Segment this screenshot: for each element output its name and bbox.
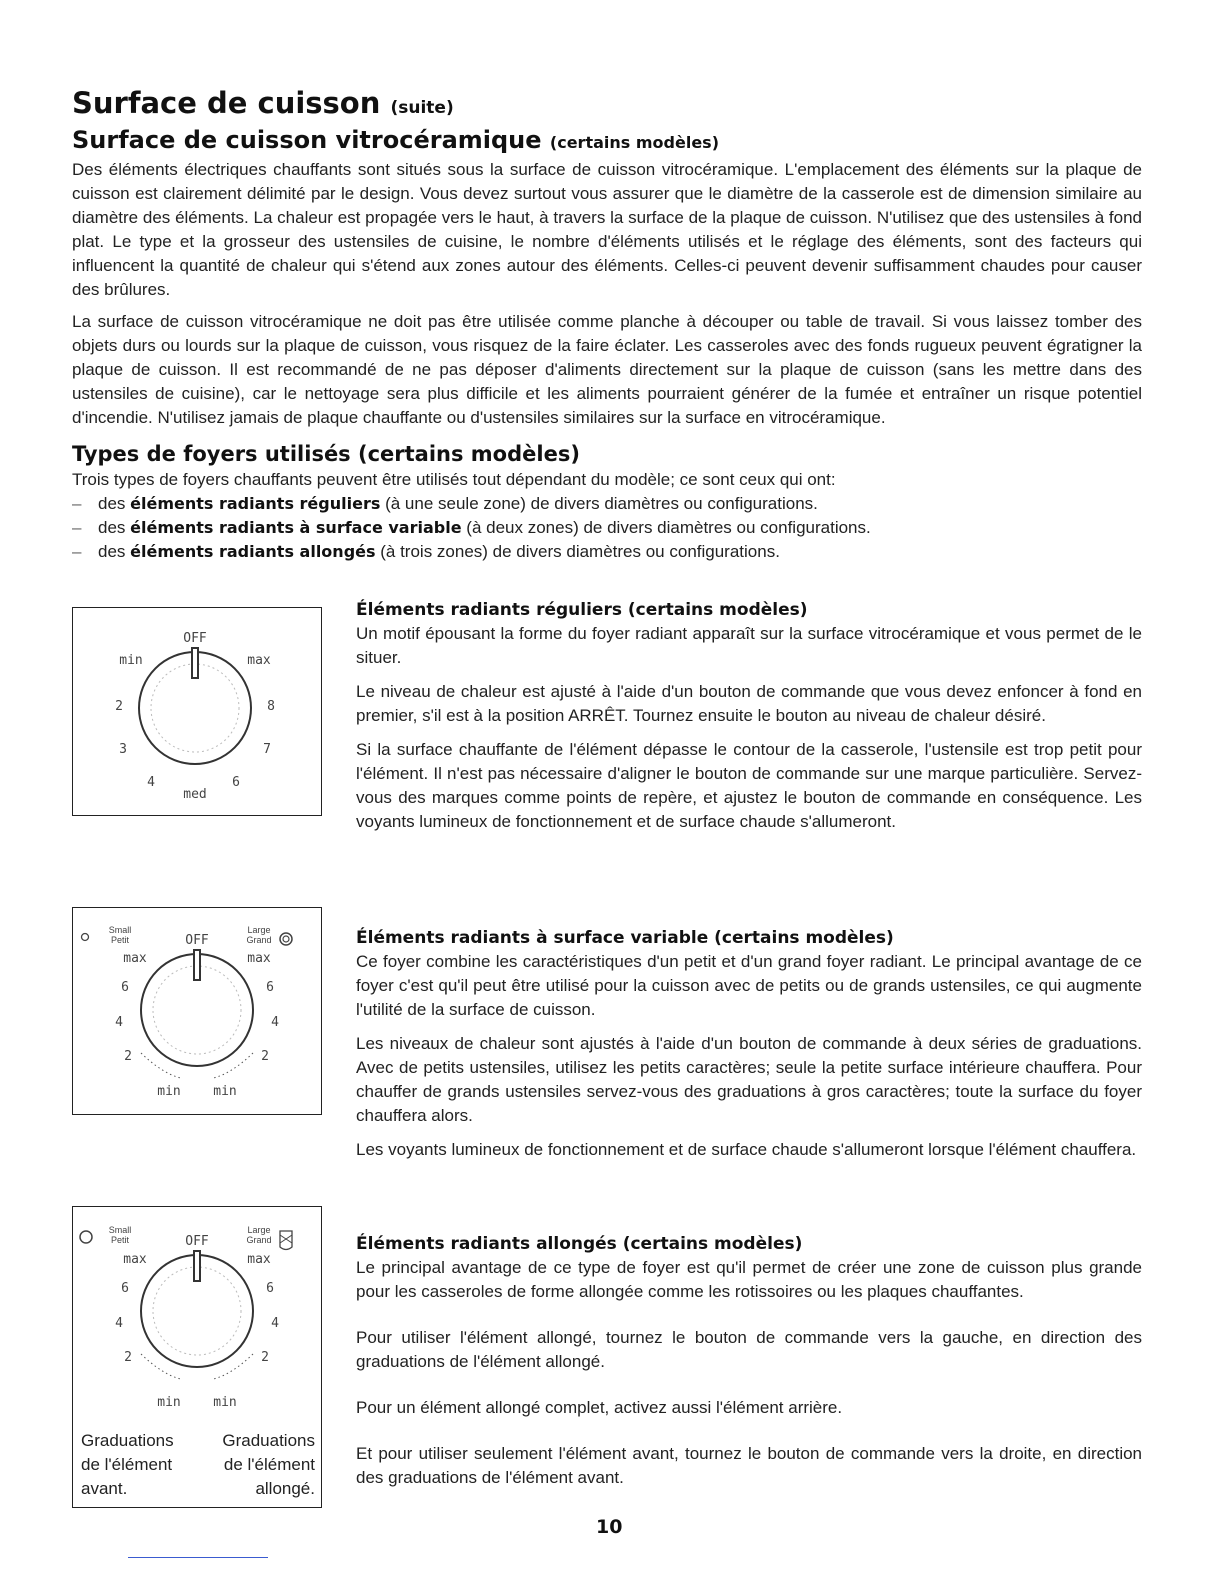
dial-small-label: Small	[108, 925, 132, 935]
section-regular-p2: Le niveau de chaleur est ajusté à l'aide d'un bouton de commande que vous devez enfoncer à fond en premier, s'il est à la position ARRÊT. Tournez ensuite le bouton au niveau de chaleur désiré.	[356, 682, 1142, 725]
caption-elongated-element	[222, 1429, 315, 1501]
section-elongated-p1: Le principal avantage de ce type de foyer est qu'il permet de créer une zone de cuisson plus grande pour les casseroles de forme allongée comme les rotissoires ou les plaques chauffantes.	[356, 1258, 1142, 1301]
dial-right-tick-2: 2	[261, 1350, 269, 1365]
dial-tick-3: 3	[119, 742, 127, 757]
dial-large-label: Large	[247, 925, 271, 935]
section-elongated-p3: Pour un élément allongé complet, activez aussi l'élément arrière.	[356, 1398, 843, 1417]
list-item: – des éléments radiants réguliers (à une seule zone) de divers diamètres ou configurations.	[72, 492, 1142, 516]
types-intro: Trois types de foyers chauffants peuvent être utilisés tout dépendant du modèle; ce sont ceux qui ont:	[72, 470, 836, 489]
dial-left-tick-6: 6	[121, 980, 129, 995]
large-element-icon	[280, 933, 292, 945]
dial-right-tick-6: 6	[266, 1281, 274, 1296]
dial-right-tick-4: 4	[271, 1015, 279, 1030]
dial-off-label: OFF	[185, 933, 209, 948]
footer-rule	[128, 1557, 268, 1558]
dial-max-label: max	[247, 653, 271, 668]
dial-left-tick-6: 6	[121, 1281, 129, 1296]
dial-med-label: med	[183, 787, 207, 802]
dial-min-left-label: min	[157, 1084, 181, 1099]
list-item: – des éléments radiants allongés (à trois zones) de divers diamètres ou configurations.	[72, 540, 1142, 564]
dial-small-label: Small	[108, 1225, 132, 1235]
dial-max-right-label: max	[247, 1252, 271, 1267]
caption-front-line-1: Graduations	[81, 1431, 174, 1450]
dial-off-label: OFF	[183, 631, 207, 646]
intro-paragraph-1: Des éléments électriques chauffants sont situés sous la surface de cuisson vitrocéramique. L'emplacement des éléments sur la plaque de cuisson est clairement délimité par le design. Vous devez surtout vous assurer que le diamètre de la casserole est de dimension similaire au diamètre des éléments. La chaleur est propagée vers le haut, à travers la surface de la plaque de cuisson. N'utilisez que des ustensiles à fond plat. Le type et la grosseur des ustensiles de cuisine, le nombre d'éléments utilisés et le réglage des éléments, sont des facteurs qui influencent la quantité de chaleur qui s'étend aux zones autour des éléments. Celles-ci peuvent devenir suffisamment chaudes pour causer des brûlures.	[72, 160, 1142, 299]
section-variable-title: Éléments radiants à surface variable (certains modèles)	[356, 928, 894, 948]
section-variable-p1: Ce foyer combine les caractéristiques d'un petit et d'un grand foyer radiant. Le principal avantage de ce foyer c'est qu'il peut être utilisé pour la cuisson avec de petits ou de grands ustensiles, ce qui augmente l'utilité de la surface de cuisson.	[356, 952, 1142, 1019]
dial-captions	[73, 1429, 321, 1507]
dial-max-left-label: max	[123, 1252, 147, 1267]
dial-regular-illustration	[73, 608, 321, 815]
section-title-suffix: (certains modèles)	[549, 133, 719, 152]
section-title	[72, 125, 1142, 158]
dial-elongated-illustration	[73, 1207, 321, 1427]
caption-elongated-line-1: Graduations	[222, 1431, 315, 1450]
dial-min-left-label: min	[157, 1395, 181, 1410]
dial-regular-figure	[72, 607, 322, 816]
section-regular	[356, 598, 1142, 844]
section-variable-p2: Les niveaux de chaleur sont ajustés à l'aide d'un bouton de commande à deux séries de graduations. Avec de petits ustensiles, utilisez les petits caractères; seule la petite surface intérieure chauffera. Pour chauffer de grands ustensiles servez-vous des graduations à gros caractères; toute la surface du foyer chauffera alors.	[356, 1034, 1142, 1125]
page-title-suffix: (suite)	[390, 98, 454, 118]
dial-left-tick-4: 4	[115, 1316, 123, 1331]
dial-right-tick-6: 6	[266, 980, 274, 995]
dial-large-label: Large	[247, 1225, 271, 1235]
section-elongated	[356, 1232, 1142, 1500]
intro-paragraph-2: La surface de cuisson vitrocéramique ne doit pas être utilisée comme planche à découper ou table de travail. Si vous laissez tomber des objets durs ou lourds sur la plaque de cuisson, vous risquez de la faire éclater. Les casseroles avec des fonds rugueux peuvent égratigner la plaque de cuisson. Il est recommandé de ne pas déposer d'aliments directement sur la plaque de cuisson (sans les mettre dans des ustensiles de cuisine), car le nettoyage sera plus difficile et les aliments pourraient générer de la fumée et entraîner un risque potentiel d'incendie. N'utilisez jamais de plaque chauffante ou d'ustensiles similaires sur la surface en vitrocéramique.	[72, 312, 1142, 427]
dial-off-label: OFF	[185, 1234, 209, 1249]
knob-pointer-icon	[194, 1251, 200, 1281]
large-element-inner-ring	[283, 936, 289, 942]
types-list	[72, 492, 1142, 564]
dial-tick-6: 6	[232, 775, 240, 790]
dial-right-tick-4: 4	[271, 1316, 279, 1331]
small-element-icon	[80, 1231, 92, 1243]
section-elongated-p2: Pour utiliser l'élément allongé, tournez le bouton de commande vers la gauche, en direction des graduations de l'élément allongé.	[356, 1328, 1142, 1371]
section-title-text: Surface de cuisson vitrocéramique	[72, 126, 542, 154]
dial-tick-8: 8	[267, 699, 275, 714]
dial-left-tick-2: 2	[124, 1350, 132, 1365]
left-scale-dots	[141, 1354, 181, 1379]
dial-min-label: min	[119, 653, 143, 668]
caption-elongated-line-2: de l'élément	[223, 1455, 315, 1474]
section-elongated-p4: Et pour utiliser seulement l'élément avant, tournez le bouton de commande vers la droite, en direction des graduations de l'élément avant.	[356, 1444, 1142, 1487]
section-elongated-title: Éléments radiants allongés (certains modèles)	[356, 1234, 803, 1254]
right-scale-dots	[213, 1053, 253, 1078]
dial-elongated-figure	[72, 1206, 322, 1508]
left-scale-dots	[141, 1053, 181, 1078]
dial-variable-illustration	[73, 908, 321, 1114]
page-content	[72, 86, 1142, 564]
caption-front-element	[81, 1429, 174, 1501]
small-element-icon	[82, 934, 89, 941]
list-item: – des éléments radiants à surface variable (à deux zones) de divers diamètres ou configurations.	[72, 516, 1142, 540]
dial-min-right-label: min	[213, 1084, 237, 1099]
dial-tick-4: 4	[147, 775, 155, 790]
section-regular-p1: Un motif épousant la forme du foyer radiant apparaît sur la surface vitrocéramique et vous permet de le situer.	[356, 624, 1142, 667]
knob-pointer-icon	[194, 950, 200, 980]
caption-front-line-3: avant.	[81, 1479, 128, 1498]
right-scale-dots	[213, 1354, 253, 1379]
dial-petit-label: Petit	[110, 1235, 130, 1245]
knob-pointer-icon	[192, 648, 198, 678]
section-variable-p3: Les voyants lumineux de fonctionnement et de surface chaude s'allumeront lorsque l'élément chauffera.	[356, 1140, 1137, 1159]
dial-max-left-label: max	[123, 951, 147, 966]
caption-front-line-2: de l'élément	[81, 1455, 173, 1474]
dial-petit-label: Petit	[110, 935, 130, 945]
dial-left-tick-4: 4	[115, 1015, 123, 1030]
types-heading: Types de foyers utilisés (certains modèles)	[72, 442, 580, 466]
dial-grand-label: Grand	[246, 1235, 272, 1245]
dial-grand-label: Grand	[246, 935, 272, 945]
page-title-text: Surface de cuisson	[72, 86, 381, 120]
elongated-element-icon	[280, 1231, 292, 1250]
section-regular-title: Éléments radiants réguliers (certains modèles)	[356, 600, 808, 620]
dial-tick-7: 7	[263, 742, 271, 757]
dial-tick-2: 2	[115, 699, 123, 714]
dial-variable-figure	[72, 907, 322, 1115]
page-number: 10	[596, 1516, 623, 1538]
dial-right-tick-2: 2	[261, 1049, 269, 1064]
page-title	[72, 86, 1142, 125]
dial-max-right-label: max	[247, 951, 271, 966]
section-variable	[356, 926, 1142, 1172]
section-regular-p3: Si la surface chauffante de l'élément dépasse le contour de la casserole, l'ustensile est trop petit pour l'élément. Il n'est pas nécessaire d'aligner le bouton de commande sur une marque particulière. Servez-vous des marques comme points de repère, et ajustez le bouton de commande en conséquence. Les voyants lumineux de fonctionnement et de surface chaude s'allumeront.	[356, 740, 1142, 831]
dial-min-right-label: min	[213, 1395, 237, 1410]
caption-elongated-line-3: allongé.	[255, 1479, 315, 1498]
dial-left-tick-2: 2	[124, 1049, 132, 1064]
